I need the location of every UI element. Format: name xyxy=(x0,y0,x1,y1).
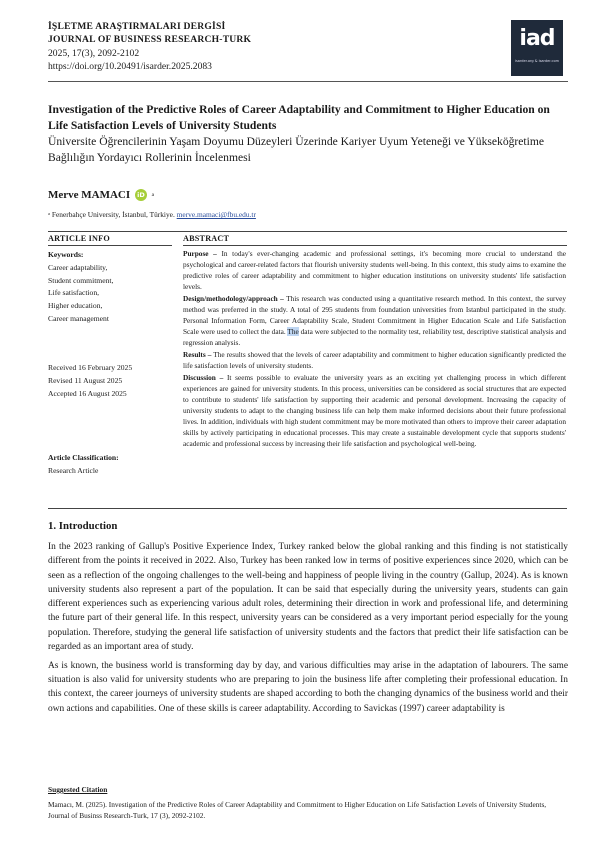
article-title-tr: Üniversite Öğrencilerinin Yaşam Doyumu Düzeyleri Üzerinde Kariyer Uyum Yeteneği ve Yükseköğretime Bağlılığın Yordayıcı Rollerinin İncelenmesi xyxy=(48,135,545,164)
orcid-icon[interactable]: iD xyxy=(135,189,147,201)
paragraph: In the 2023 ranking of Gallup's Positive Experience Index, Turkey ranked below the global ranking and this finding is not statistically different from the points it received in 2022. Also, Turkey has been ranked low in terms of positive experiences since 2020, which can be seen as a reflection of the ongoing challenges to the well-being and happiness of people living in the country (Gallup, 2024). As is known university students also represent a part of the population. It can be said that especially during the university years, students can gain different experiences such as experiencing various adult roles, determining their direction in work and professional life, and determining the future part of their general life. In this respect, university years can be considered as a very important period especially for the young population. Therefore, studying the general life satisfaction of university students and the factors that predict their life satisfaction can be regarded as an important area of study. xyxy=(48,542,568,653)
results-label: Results – xyxy=(183,349,212,359)
journal-header xyxy=(48,20,568,82)
accepted-date: Accepted 16 August 2025 xyxy=(48,388,127,398)
abstract-discussion xyxy=(183,372,566,450)
suggested-citation-heading: Suggested Citation xyxy=(48,785,108,794)
method-label: Design/methodology/approach – xyxy=(183,293,284,303)
keyword: Career management xyxy=(48,313,109,323)
abstract-bottom-rule xyxy=(48,508,567,509)
doi-link[interactable]: https://doi.org/10.20491/isarder.2025.2083 xyxy=(48,61,212,73)
method-text-cont: data were subjected to the normality test, reliability test, descriptive statistical analysis and regression analysis. xyxy=(183,327,566,348)
dates-block xyxy=(48,362,132,400)
logo-subtext: isarder.org & isarder.com xyxy=(514,59,560,63)
abstract-rule xyxy=(183,245,567,246)
keyword: Career adaptability, xyxy=(48,262,108,272)
abstract-body xyxy=(183,248,566,450)
author-email-link[interactable]: merve.mamaci@fbu.edu.tr xyxy=(176,210,256,219)
info-rule xyxy=(48,245,172,246)
affiliation xyxy=(48,210,256,219)
purpose-text: In today's ever-changing academic and professional settings, it's becoming more crucial to understand the psychological and career-related factors that flourish university students well-being. In this context, this study aims to examine the predictive roles of career adaptability and commitment to higher education institutions on university students' life satisfaction levels. xyxy=(183,249,566,292)
classification-value: Research Article xyxy=(48,465,99,475)
classification-block xyxy=(48,452,119,478)
author-line xyxy=(48,189,154,201)
revised-date: Revised 11 August 2025 xyxy=(48,375,123,385)
section-title: 1. Introduction xyxy=(48,520,118,532)
abstract-results xyxy=(183,349,566,371)
keyword: Life satisfaction, xyxy=(48,288,100,298)
received-date: Received 16 February 2025 xyxy=(48,363,133,372)
purpose-label: Purpose – xyxy=(183,249,217,258)
text-selection-highlight: The xyxy=(287,327,299,337)
journal-volume: 2025, 17(3), 2092-2102 xyxy=(48,47,140,59)
article-title-en: Investigation of the Predictive Roles of Career Adaptability and Commitment to Higher Education on Life Satisfaction Levels of University Students xyxy=(48,103,550,132)
introduction-body xyxy=(48,540,568,721)
logo-mark: iad xyxy=(519,26,555,51)
journal-name-tr: İŞLETME ARAŞTIRMALARI DERGİSİ xyxy=(48,21,226,32)
abstract-purpose xyxy=(183,248,566,292)
keywords-block xyxy=(48,249,113,326)
keyword: Higher education, xyxy=(48,301,103,311)
abstract-heading: ABSTRACT xyxy=(183,234,230,243)
journal-name-en: JOURNAL OF BUSINESS RESEARCH-TURK xyxy=(48,34,252,46)
discussion-label: Discussion – xyxy=(183,372,224,382)
classification-label: Article Classification: xyxy=(48,453,119,462)
keyword: Student commitment, xyxy=(48,275,114,285)
affiliation-text: ᵃ Fenerbahçe University, İstanbul, Türkiye. xyxy=(48,210,175,219)
method-text: This research was conducted using a quantitative research method. In this context, the survey method was preferred in the study. A total of 295 students from foundation universities from Istanbul participated in the study. Personal Information Form, Career Adaptability Scale, Student Commitment in Higher Education Scale and Life Satisfaction Scale were used to collect the data. xyxy=(183,293,566,337)
results-text: The results showed that the levels of career adaptability and commitment to higher education significantly predicted the life satisfaction levels of university students. xyxy=(183,349,566,370)
article-info-heading: ARTICLE INFO xyxy=(48,234,110,243)
paragraph: As is known, the business world is transforming day by day, and various difficulties may arise in the adaptation of labourers. The same situation is also valid for university students who are preparing to join the business life after completing their professional education. In this context, the career journeys of university students are shaped according to both the changing dynamics of the business world and their own actions and capabilities. One of these skills is career adaptability. According to Savickas (1997) career adaptability is xyxy=(48,660,568,714)
keywords-label: Keywords: xyxy=(48,250,84,259)
author-name: Merve MAMACI xyxy=(48,189,131,201)
discussion-text: It seems possible to evaluate the university years as an exciting yet challenging process in which different experiences are gained for university students. In this process, universities can be considered as social structures that are expected to contribute to students' life satisfaction by supporting their academic and personal development. Increasing the capacity of university students to adapt to the changing business life can help them make informed decisions about their future professional lives. In addition, individuals with high student commitment may be more motivated than others to improve their career adaptation skills by actively participating in educational processes. This may create a sustainable development cycle that supports students' academic and professional success by increasing their life satisfaction and psychological well-being. xyxy=(183,372,566,449)
abstract-method xyxy=(183,293,566,348)
author-affiliation-marker: a xyxy=(151,192,155,198)
suggested-citation-text: Mamacı, M. (2025). Investigation of the Predictive Roles of Career Adaptability and Commitment to Higher Education on Life Satisfaction Levels of University Students, Journal of Businss Research-Turk, 17 (3), 2092-2102. xyxy=(48,800,547,820)
journal-logo xyxy=(511,20,563,76)
top-rule xyxy=(48,231,567,232)
